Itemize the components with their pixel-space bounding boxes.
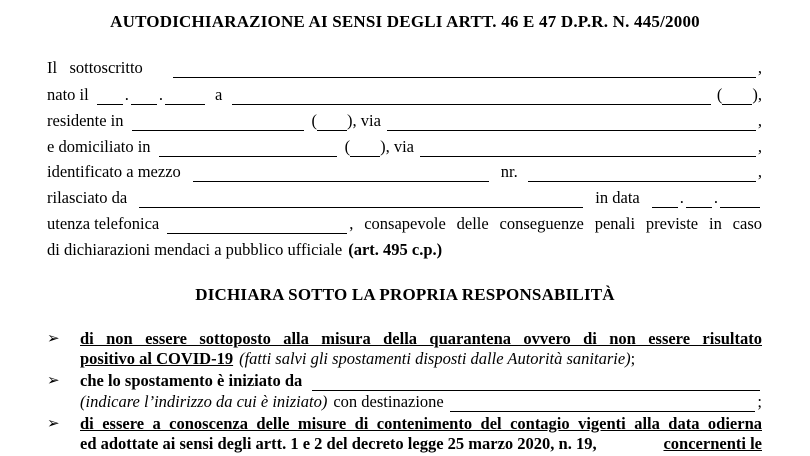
- dichiara-heading: DICHIARA SOTTO LA PROPRIA RESPONSABILITÀ: [195, 285, 615, 304]
- label-domiciliato-in: e domiciliato in: [47, 137, 151, 156]
- row-utenza: [47, 214, 762, 234]
- field-domicile-street[interactable]: [420, 141, 756, 157]
- field-birth-year[interactable]: [165, 89, 205, 105]
- bullet-3-line-1: di essere a conoscenza delle misure di contenimento del contagio vigenti alla data odierna: [80, 414, 762, 433]
- field-name[interactable]: [173, 62, 756, 78]
- bullet-3-line-2: ed adottate ai sensi degli artt. 1 e 2 del decreto legge 25 marzo 2020, n. 19, concernenti le: [80, 434, 762, 453]
- label-nr: nr.: [500, 162, 518, 181]
- label-identificato: identificato a mezzo: [47, 162, 181, 181]
- arrow-bullet-icon: ➢: [47, 416, 60, 432]
- row-nato: nato il . . a ( ),: [47, 85, 762, 104]
- label-residente-in: residente in: [47, 111, 124, 130]
- bullet-2-line-2: (indicare l’indirizzo da cui è iniziato) con destinazione ;: [80, 392, 762, 411]
- field-start-address[interactable]: [312, 375, 760, 391]
- bullet-1-line-2: positivo al COVID-19 (fatti salvi gli spostamenti disposti dalle Autorità sanitarie) ;: [80, 349, 636, 368]
- field-issue-month[interactable]: [686, 192, 712, 208]
- field-phone[interactable]: [167, 218, 347, 234]
- label-nato-il: nato il: [47, 85, 89, 104]
- field-destination[interactable]: [450, 396, 756, 412]
- label-dichiarazioni: di dichiarazioni mendaci a pubblico ufficiale: [47, 240, 343, 259]
- field-issue-year[interactable]: [720, 192, 760, 208]
- label-rilasciato-da: rilasciato da: [47, 188, 128, 207]
- label-utenza: utenza telefonica: [47, 214, 160, 233]
- field-birth-month[interactable]: [131, 89, 157, 105]
- field-birth-province[interactable]: [722, 89, 752, 105]
- label-consapevole: , consapevole delle conseguenze penali previste in caso: [349, 214, 762, 233]
- row-dichiarazioni: [47, 240, 762, 260]
- bullet-1-line-1: di non essere sottoposto alla misura della quarantena ovvero di non essere risultato: [80, 329, 762, 348]
- arrow-bullet-icon: ➢: [47, 373, 60, 389]
- bullet-2-line-1: che lo spostamento è iniziato da: [80, 371, 762, 391]
- row-domiciliato: e domiciliato in ( ) , via ,: [47, 137, 762, 156]
- row-identificato: identificato a mezzo nr. ,: [47, 162, 762, 181]
- label-in-data: in data: [595, 188, 640, 207]
- row-rilasciato: rilasciato da in data . .: [47, 188, 762, 208]
- field-issue-day[interactable]: [652, 192, 678, 208]
- field-residence-city[interactable]: [132, 115, 304, 131]
- field-issued-by[interactable]: [139, 192, 583, 208]
- field-residence-province[interactable]: [317, 115, 347, 131]
- label-via-2: , via: [385, 137, 414, 156]
- field-birth-day[interactable]: [97, 89, 123, 105]
- label-via-1: , via: [352, 111, 381, 130]
- field-id-number[interactable]: [528, 166, 756, 182]
- field-id-document[interactable]: [193, 166, 489, 182]
- label-sottoscritto: Il sottoscritto: [47, 58, 143, 77]
- document-title: AUTODICHIARAZIONE AI SENSI DEGLI ARTT. 46 E 47 D.P.R. N. 445/2000: [110, 12, 700, 31]
- label-a: a: [214, 85, 223, 104]
- row-residente: residente in ( ) , via ,: [47, 111, 762, 130]
- field-birth-place[interactable]: [232, 89, 711, 105]
- arrow-bullet-icon: ➢: [47, 331, 60, 347]
- row-sottoscritto: Il sottoscritto ,: [47, 58, 762, 77]
- field-domicile-province[interactable]: [350, 141, 380, 157]
- field-domicile-city[interactable]: [159, 141, 337, 157]
- field-residence-street[interactable]: [387, 115, 756, 131]
- label-art495: (art. 495 c.p.): [348, 240, 443, 259]
